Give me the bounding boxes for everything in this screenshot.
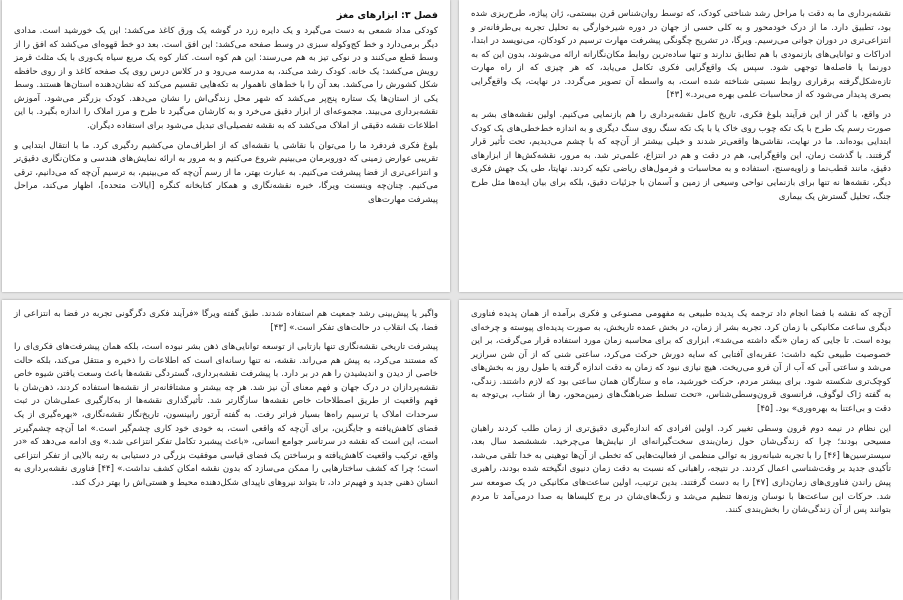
body-paragraph: این نظام در نیمه دوم قرون وسطی تغییر کرد. اولین افرادی که اندازه‌گیری دقیق‌تری از زمان طلب کردند راهبان مسیحی بودند؛ چرا که زندگی‌شان حول زمان‌بندی سخت‌گیرانه‌ای از نیایش‌ها می‌چرخید. شششصد سال بعد، سیسترسین‌ها [۴۶] را با تجربه شبانه‌روز به توالی منظمی از فعالیت‌هایی که تخطی از آن‌ها توهینی به خدا تلقی می‌شد، تأکیدی جدید بر وقت‌شناسی اعمال کردند. در نتیجه، راهبانی که نسبت به دقت زمان دنیوی انگیخته شده بودند، راهبری پیش راندن فناوری‌های زمان‌داری [۴۷] را به دست گرفتند. بدین ترتیب، اولین ساعت‌های مکانیکی در یک صومعه سر شد. حرکات این ساعت‌ها با نوسان وزنه‌ها تنظیم می‌شد و زنگ‌های‌شان در برج کلیساها به صدا درمی‌آمد تا مردم بتوانند پس از آن زندگی‌شان را بخش‌بندی کنند.: [471, 423, 891, 516]
page-top-left: [2, 0, 450, 292]
body-paragraph: پیشرفت تاریخی نقشه‌نگاری تنها بازتابی از توسعه توانایی‌های ذهن بشر نبوده است، بلکه همان پیشرفت‌های فکری‌ای را که مستند می‌کرد، به پیش هم می‌راند. نقشه، نه تنها رسانه‌ای است که اطلاعات را ذخیره و منتقل می‌کند، بلکه حالت خاصی از دیدن و اندیشیدن را هم در بر دارد. با پیشرفت نقشه‌برداری، گستردگی نقشه‌ها باعث وسعت یافتن شیوه خاص نقشه‌پردازان در درک جهان و فهم معنای آن نیز شد. هر چه بیشتر و مشتاقانه‌تر از نقشه‌ها استفاده کردند، ذهن‌شان با فهم واقعیت از طریق اصطلاحات خاص نقشه‌ها سازگارتر شد. تأثیرگذاری نقشه‌ها از به‌کارگیری عملی‌شان در ثبت سرحدات املاک یا ترسیم راه‌ها بسیار فراتر رفت. به گفته آرتور رابینسون، تاریخ‌نگار نقشه‌نگاری، «بهره‌گیری از یک فضای کاهش‌یافته و جایگزین، برای آن‌چه که واقعی است، به خودی خود کاری چشم‌گیر است.» اما آن‌چه چشم‌گیرتر است، این است که نقشه در سرتاسر جوامع انسانی، «باعث پیشبرد تکامل تفکر انتزاعی شد.» وی ادامه می‌دهد که «در واقع، ترکیب واقعیت کاهش‌یافته و برساختن یک فضای قیاسی موفقیت بزرگی در دستیابی به رتبه بالایی از تفکر انتزاعی است؛ چرا که کشف ساختارهایی را ممکن می‌سازد که بدون نقشه امکان کشف نداشت.» [۴۴] فناوری نقشه‌برداری به انسان ذهنی جدید و فهیم‌تر داد، تا بتواند نیروهای ناپیدای شکل‌دهنده محیط و هستی‌اش را بهتر درک کند.: [14, 342, 438, 488]
page-top-right: [459, 0, 903, 292]
page-bottom-right: [459, 300, 903, 600]
chapter-heading: فصل ۳: ابزارهای مغز: [336, 10, 438, 21]
body-paragraph: کودکی مداد شمعی به دست می‌گیرد و یک دایره زرد در گوشه یک ورق کاغذ می‌کشد: این یک خورشید است. مدادی دیگر برمی‌دارد و خط کج‌وکوله سبزی در وسط صفحه می‌کشد: این افق است. بعد دو خط قهوه‌ای می‌کشد که افق را از وسط قطع می‌کنند و در نوکی تیز به هم می‌رسند: این هم کوه است. کنار کوه یک مربع سیاه یک‌وری با یک مثلث قرمز رویش می‌کشد: یک خانه. کودک رشد می‌کند، به مدرسه می‌رود و در کلاس درس روی یک صفحه کاغذ و از روی حافظه شکل کشورش را می‌کشد. بعد آن را با خط‌های ناهموار به تکه‌هایی تقسیم می‌کند که نشان‌دهنده استان‌ها هستند. وسط یکی از استان‌ها یک ستاره پنج‌پر می‌کشد که شهر محل زندگی‌اش را نشان می‌دهد. کودک بزرگتر می‌شود. آموزش نقشه‌برداری می‌بیند. مجموعه‌ای از ابزار دقیق می‌خرد و به کارشان می‌گیرد تا طرح و مرز املاک را اندازه بگیرد. با این اطلاعات نقشه دقیقی از املاک می‌کشد که به نقشه تفصیلی‌ای تبدیل می‌شود برای استفاده دیگران.: [14, 26, 438, 132]
body-paragraph: واگیر یا پیش‌بینی رشد جمعیت هم استفاده شدند. طبق گفته ویرگا «فرآیند فکری دگرگونی تجربه در فضا به انتزاعی از فضا، یک انقلاب در حالت‌های تفکر است.» [۴۳]: [14, 309, 438, 333]
body-paragraph: بلوغ فکری فردفرد ما را می‌توان با نقاشی یا نقشه‌ای که از اطراف‌مان می‌کشیم ردگیری کرد. ما با انتقال ابتدایی و تقریبی عوارض زمینی که دوروبرمان می‌بینیم شروع می‌کنیم و به مرور به ارائه نمایش‌های هندسی و مکان‌نگاری دقیق‌تر و انتزاعی‌تری از فضا پیشرفت می‌کنیم. به عبارت بهتر، ما از رسم آن‌چه که می‌بینیم، به ترسیم آن‌چه که می‌دانیم، ترقی می‌کنیم. چنان‌چه وینسنت ویرگا، خبره نقشه‌نگاری و همکار کتابخانه کنگره [ایالات متحده]، اظهار می‌کند، مراحل پیشرفت مهارت‌های: [14, 140, 438, 205]
page-bottom-left: [2, 300, 450, 600]
body-paragraph: در واقع، با گذر از این فرآیند بلوغ فکری، تاریخ کامل نقشه‌برداری را هم بازنمایی می‌کنیم. اولین نقشه‌های بشر به صورت رسم یک طرح با یک تکه چوب روی خاک یا با یک تکه سنگ روی سنگ دیگری و به اندازه خط‌خطی‌های یک کودک ابتدایی بوده‌اند. ما در نهایت، نقاشی‌ها واقعی‌تر شدند و خیلی بیشتر از آن‌چه که با چشم می‌دیدیم، تحت تأثیر قرار گرفتند. با گذشت زمان، این واقع‌گرایی، هم در دقت و هم در انتزاع، علمی‌تر شد. به مرور، نقشه‌کش‌ها از ابزارهای دقیق، مانند قطب‌نما و زاویه‌سنج، استفاده و به محاسبات و فرمول‌های ریاضی تکیه کردند. نهایتا، طی یک جهش فکری دیگر، نقشه‌ها نه تنها برای بازنمایی نواحی وسیعی از زمین و آسمان با جزئیات دقیق، بلکه برای بیان ایده‌ها مثل طرح جنگ، تحلیل گسترش یک بیماری: [471, 110, 891, 202]
body-paragraph: آن‌چه که نقشه با فضا انجام داد ترجمه یک پدیده طبیعی به مفهومی مصنوعی و فکری برآمده از همان پدیده فناوری دیگری ساعت مکانیکی با زمان کرد. تجربه بشر از زمان، در بخش عمده تاریخش، به صورت پدیده‌ای پیوسته و چرخه‌ای بوده است. تا جایی که زمان «نگه داشته می‌شد»، ابزاری که برای محاسبه زمان مورد استفاده قرار می‌گرفت، بر این خصوصیت طبیعی تکیه داشت: عقربه‌ای آفتابی که سایه دورش حرکت می‌کرد، ساعتی شنی که از آن شن سرازیر می‌شد و ساعتی آبی که آب از آن فرو می‌ریخت. هیچ نیازی نبود که زمان به دقت اندازه گرفته یا طول روز به بخش‌های کوچک‌تری شکسته شود. برای بیشتر مردم، حرکت خورشید، ماه و ستارگان همان ساعتی بود که لازم داشتند. زندگی، به گفته ژاک لوگوف، فرانسوی قرون‌وسطی‌شناس، «تحت تسلط ضرباهنگ‌های زمین‌محور، رها از شتاب، بی‌توجه به دقت و بی‌اعتنا به بهره‌وری» بود. [۴۵]: [471, 309, 891, 415]
body-paragraph: نقشه‌برداری ما به دقت با مراحل رشد شناختی کودک، که توسط روان‌شناس قرن بیستمی، ژان پیاژه، طرح‌ریزی شده بود، تطبیق دارد. ما از درک خودمحور و به کلی حسی از جهان در دوره شیرخوارگی به تحلیل تجربه بی‌طرفانه‌تر و انتزاعی‌تری در دوران جوانی می‌رسیم. ویرگا، در تشریح چگونگی پیشرفت مهارت ترسیم در کودکان، می‌نویسد در ابتدا، ادراکات و توانایی‌های بازنمودی با هم تطابق ندارند و تنها ساده‌ترین روابط مکان‌نگارانه ارائه می‌شوند، بدون این که به دورنما یا فاصله‌ها توجهی شود. سپس یک واقع‌گرایی فکری تکامل می‌یابد، که هر چیزی که از راه مهارت تازه‌شکل‌گرفته برقراری روابط نسبتی شناخته شده است، به واسطه آن تصویر می‌گردد. در نهایت، یک واقع‌گرایی بصری پدیدار می‌شود که از محاسبات علمی بهره می‌برد.» [۴۳]: [471, 9, 891, 101]
